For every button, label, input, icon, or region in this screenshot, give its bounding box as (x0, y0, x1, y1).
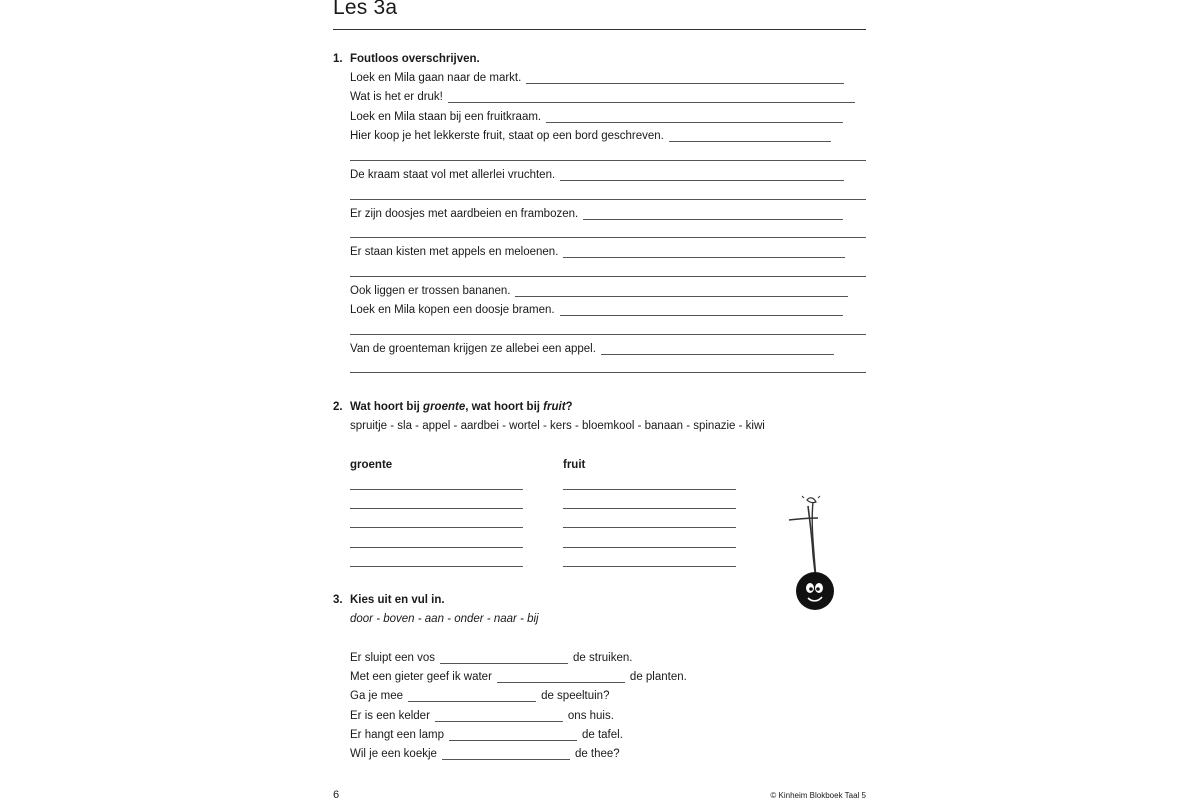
cherry-character-icon (780, 492, 840, 612)
option-list: door - boven - aan - onder - naar - bij (350, 613, 539, 625)
write-line[interactable] (669, 131, 831, 142)
fruit-line[interactable] (563, 527, 736, 528)
fill-in-blank[interactable] (435, 711, 563, 722)
q3-heading: Kies uit en vul in. (350, 594, 445, 606)
write-line[interactable] (601, 344, 834, 355)
groente-line[interactable] (350, 489, 523, 490)
q1-sentence: Loek en Mila gaan naar de markt. (350, 72, 844, 84)
fill-in-blank[interactable] (449, 730, 577, 741)
page-number: 6 (333, 789, 340, 801)
q1-sentence: Van de groenteman krijgen ze allebei een appel. (350, 343, 834, 355)
write-line[interactable] (350, 276, 866, 277)
q1-sentence: Wat is het er druk! (350, 91, 855, 103)
fruit-line[interactable] (563, 489, 736, 490)
fill-in-blank[interactable] (408, 691, 536, 702)
groente-line[interactable] (350, 566, 523, 567)
page-title: Les 3a (333, 0, 398, 19)
q1-number: 1. (333, 53, 343, 65)
groente-line[interactable] (350, 547, 523, 548)
write-line[interactable] (515, 286, 848, 297)
column-heading-fruit: fruit (563, 459, 586, 471)
q1-sentence: De kraam staat vol met allerlei vruchten. (350, 169, 844, 181)
fill-in-blank[interactable] (497, 672, 625, 683)
q1-sentence: Loek en Mila staan bij een fruitkraam. (350, 111, 843, 123)
write-line[interactable] (563, 247, 845, 258)
groente-line[interactable] (350, 527, 523, 528)
q2-number: 2. (333, 401, 343, 413)
write-line[interactable] (546, 112, 843, 123)
q2-heading: Wat hoort bij groente, wat hoort bij fruit? (350, 401, 573, 413)
q1-sentence: Er staan kisten met appels en meloenen. (350, 246, 845, 258)
q3-number: 3. (333, 594, 343, 606)
q1-sentence: Loek en Mila kopen een doosje bramen. (350, 304, 843, 316)
fill-in-sentence: Er hangt een lamp de tafel. (350, 729, 623, 741)
fill-in-sentence: Met een gieter geef ik water de planten. (350, 671, 687, 683)
copyright-notice: © Kinheim Blokboek Taal 5 (770, 791, 866, 800)
write-line[interactable] (350, 334, 866, 335)
q1-sentence: Hier koop je het lekkerste fruit, staat op een bord geschreven. (350, 130, 831, 142)
write-line[interactable] (350, 372, 866, 373)
write-line[interactable] (583, 209, 843, 220)
fruit-line[interactable] (563, 508, 736, 509)
q1-heading: Foutloos overschrijven. (350, 53, 480, 65)
fill-in-blank[interactable] (440, 653, 568, 664)
write-line[interactable] (526, 73, 844, 84)
column-heading-groente: groente (350, 459, 393, 471)
fill-in-sentence: Er is een kelder ons huis. (350, 710, 614, 722)
fill-in-sentence: Ga je mee de speeltuin? (350, 690, 610, 702)
groente-line[interactable] (350, 508, 523, 509)
q1-sentence: Er zijn doosjes met aardbeien en frambozen. (350, 208, 843, 220)
write-line[interactable] (350, 160, 866, 161)
write-line[interactable] (560, 170, 844, 181)
fruit-line[interactable] (563, 566, 736, 567)
write-line[interactable] (350, 199, 866, 200)
fruit-line[interactable] (563, 547, 736, 548)
title-divider (333, 29, 866, 30)
fill-in-blank[interactable] (442, 749, 570, 760)
fill-in-sentence: Wil je een koekje de thee? (350, 748, 620, 760)
q1-sentence: Ook liggen er trossen bananen. (350, 285, 848, 297)
write-line[interactable] (448, 92, 855, 103)
write-line[interactable] (560, 305, 843, 316)
word-list: spruitje - sla - appel - aardbei - wortel - kers - bloemkool - banaan - spinazie - kiwi (350, 420, 765, 432)
fill-in-sentence: Er sluipt een vos de struiken. (350, 652, 633, 664)
write-line[interactable] (350, 237, 866, 238)
